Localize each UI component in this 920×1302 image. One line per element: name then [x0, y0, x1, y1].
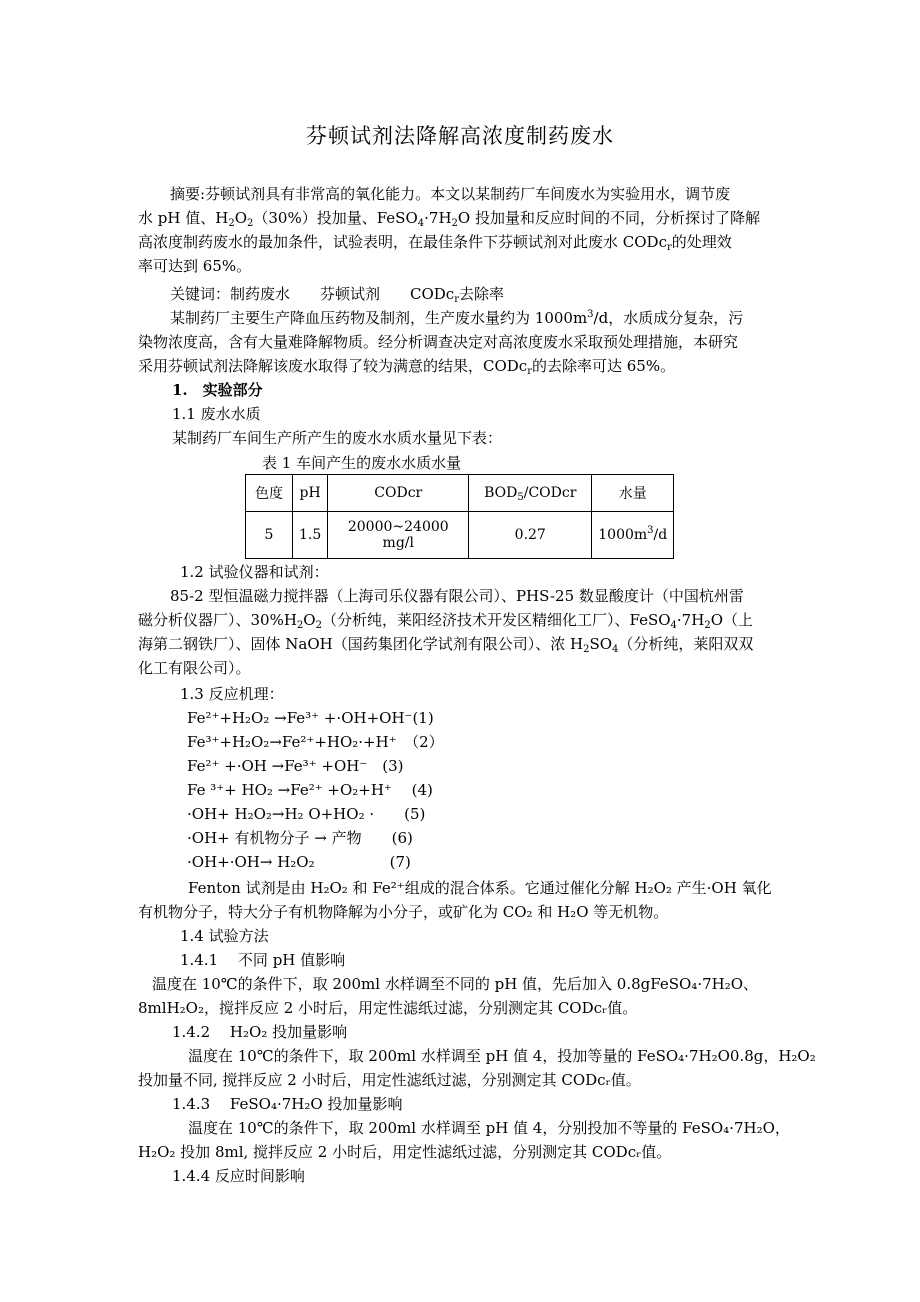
section-1-4-3-heading: 1.4.3 FeSO₄·7H₂O 投加量影响 [172, 1095, 403, 1113]
abstract-line-1: 摘要:芬顿试剂具有非常高的氧化能力。本文以某制药厂车间废水为实验用水，调节废 [170, 185, 731, 203]
section-1-4-heading: 1.4 试验方法 [180, 927, 269, 945]
abstract-line-4: 率可达到 65%。 [138, 257, 252, 275]
intro-line-1: 某制药厂主要生产降血压药物及制剂，生产废水量约为 $1000m^3/d$，水质成分复杂，污 [170, 309, 744, 327]
fenton-line-1: Fenton 试剂是由 H₂O₂ 和 Fe²⁺组成的混合体系。它通过催化分解 H₂O₂ 产生·OH 氧化 [188, 879, 772, 897]
abstract-line-2: 水 pH 值、$H_2O_2(30\%)$投加量、$FeSO_4\cdot 7H_2O$ 投加量和反应时间的不同，分析探讨了降解 [138, 209, 760, 229]
reaction-3: Fe²⁺ +·OH →Fe³⁺ +OH⁻ (3) [187, 757, 404, 775]
instruments-line-3: 海第二钢铁厂）、固体 NaOH（国药集团化学试剂有限公司）、浓 $H_2SO_4$（分析纯，莱阳双双 [138, 635, 754, 655]
page-title: 芬顿试剂法降解高浓度制药废水 [306, 124, 614, 148]
header-codcr: CODcr [328, 475, 469, 512]
water-quality-table [245, 474, 674, 559]
reaction-7: ·OH+·OH→ H₂O₂ (7) [187, 853, 411, 871]
header-bod-ratio: $BOD_5$/CODcr [469, 475, 592, 512]
section-1-heading: 1. 实验部分 [172, 381, 263, 399]
section-1-4-4-heading: 1.4.4 反应时间影响 [172, 1167, 305, 1185]
table-header-row [246, 475, 674, 512]
section-1-1-text: 某制药厂车间生产所产生的废水水质水量见下表： [172, 429, 503, 447]
header-ph: pH [293, 475, 328, 512]
instruments-line-4: 化工有限公司）。 [138, 659, 251, 677]
reaction-6: ·OH+ 有机物分子 → 产物 (6) [187, 829, 413, 847]
method-feso4-line-2: H₂O₂ 投加 8ml, 搅拌反应 2 小时后，用定性滤纸过滤，分别测定其 CODcᵣ值。 [138, 1143, 672, 1161]
header-color: 色度 [246, 475, 293, 512]
fenton-line-2: 有机物分子，特大分子有机物降解为小分子，或矿化为 CO₂ 和 H₂O 等无机物。 [138, 903, 669, 921]
header-volume: 水量 [592, 475, 674, 512]
section-1-1-heading: 1.1 废水水质 [172, 405, 261, 423]
cell-color: 5 [246, 512, 293, 559]
intro-line-2: 染物浓度高，含有大量难降解物质。经分析调查决定对高浓度废水采取预处理措施，本研究 [138, 333, 739, 351]
table-caption: 表 1 车间产生的废水水质水量 [262, 454, 462, 472]
reaction-2: Fe³⁺+H₂O₂→Fe²⁺+HO₂·+H⁺ （2） [187, 733, 444, 751]
section-1-2-heading: 1.2 试验仪器和试剂： [180, 563, 329, 581]
reaction-5: ·OH+ H₂O₂→H₂ O+HO₂ · (5) [187, 805, 426, 823]
method-h2o2-line-1: 温度在 10℃的条件下，取 200ml 水样调至 pH 值 4，投加等量的 FeSO₄·7H₂O0.8g，H₂O₂ [188, 1047, 816, 1065]
cell-volume: $1000m^3/d$ [592, 512, 674, 559]
keywords: 关键词：制药废水 芬顿试剂 CODc$_r$去除率 [170, 285, 505, 305]
cell-ph: 1.5 [293, 512, 328, 559]
cell-bod-ratio: 0.27 [469, 512, 592, 559]
method-feso4-line-1: 温度在 10℃的条件下，取 200ml 水样调至 pH 值 4，分别投加不等量的 FeSO₄·7H₂O， [188, 1119, 790, 1137]
instruments-line-2: 磁分析仪器厂）、$30\%H_2O_2$（分析纯，莱阳经济技术开发区精细化工厂）、$FeSO_4\cdot 7H_2O$（上 [138, 611, 753, 631]
instruments-line-1: 85-2 型恒温磁力搅拌器（上海司乐仪器有限公司）、PHS-25 数显酸度计（中国杭州雷 [170, 587, 744, 605]
table-row [246, 512, 674, 559]
reaction-1: Fe²⁺+H₂O₂ →Fe³⁺ +·OH+OH⁻(1) [187, 709, 434, 727]
method-ph-line-2: 8mlH₂O₂，搅拌反应 2 小时后，用定性滤纸过滤，分别测定其 CODcᵣ值。 [138, 999, 638, 1017]
section-1-4-2-heading: 1.4.2 H₂O₂ 投加量影响 [172, 1023, 348, 1041]
method-h2o2-line-2: 投加量不同, 搅拌反应 2 小时后，用定性滤纸过滤，分别测定其 CODcᵣ值。 [138, 1071, 641, 1089]
method-ph-line-1: 温度在 10℃的条件下，取 200ml 水样调至不同的 pH 值，先后加入 0.8gFeSO₄·7H₂O、 [152, 975, 759, 993]
abstract-label: 摘要: [170, 185, 206, 203]
abstract-line-3: 高浓度制药废水的最加条件，试验表明，在最佳条件下芬顿试剂对此废水 CODc$_r$的处理效 [138, 233, 732, 253]
cell-codcr: 20000~24000 mg/l [328, 512, 469, 559]
section-1-3-heading: 1.3 反应机理： [180, 685, 284, 703]
reaction-4: Fe ³⁺+ HO₂ →Fe²⁺ +O₂+H⁺ (4) [187, 781, 433, 799]
intro-line-3: 采用芬顿试剂法降解该废水取得了较为满意的结果，CODc$_r$的去除率可达 65%。 [138, 357, 676, 377]
section-1-4-1-heading: 1.4.1 不同 pH 值影响 [180, 951, 346, 969]
